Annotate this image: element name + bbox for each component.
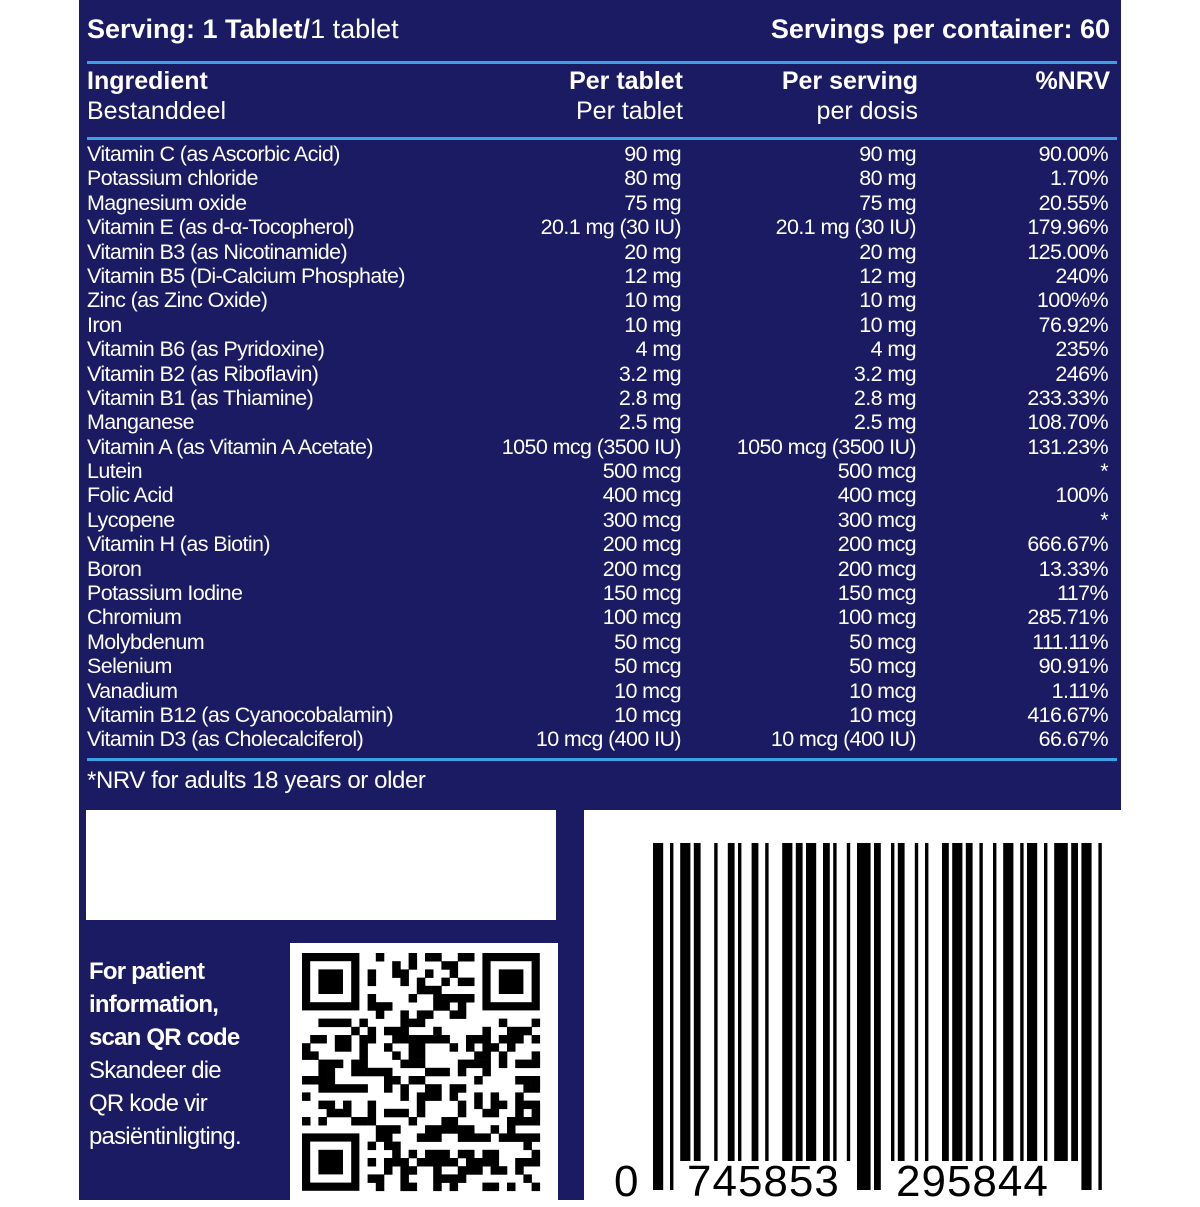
per-tablet-value: 10 mcg (400 IU)	[535, 727, 681, 752]
per-serving-value: 300 mcg	[837, 507, 916, 532]
per-serving-value: 1050 mcg (3500 IU)	[736, 434, 916, 459]
divider-header	[87, 137, 1117, 140]
patient-info-line: Skandeer die	[89, 1057, 221, 1084]
ingredient-name: Iron	[87, 312, 122, 337]
nrv-value: 246%	[1055, 361, 1108, 386]
patient-info-text	[89, 955, 279, 1153]
barcode-bar	[796, 843, 803, 1161]
per-tablet-value: 50 mcg	[614, 629, 681, 654]
ingredient-name: Vitamin B6 (as Pyridoxine)	[87, 337, 325, 362]
ingredient-name: Vitamin D3 (as Cholecalciferol)	[87, 727, 364, 752]
table-row	[87, 142, 1108, 166]
barcode-bar	[1081, 843, 1091, 1190]
ingredient-name: Vitamin B12 (as Cyanocobalamin)	[87, 702, 394, 727]
per-tablet-value: 10 mg	[624, 288, 681, 313]
barcode	[584, 810, 1200, 1206]
nrv-value: 100%	[1055, 483, 1108, 508]
table-row	[87, 508, 1108, 532]
serving-size	[87, 14, 399, 45]
ingredient-name: Boron	[87, 556, 142, 581]
nrv-value: 1.11%	[1051, 678, 1108, 703]
patient-info-section	[79, 810, 584, 1200]
barcode-bar	[782, 843, 792, 1161]
per-serving-value: 10 mg	[859, 312, 916, 337]
ingredient-name: Lutein	[87, 459, 142, 484]
nrv-value: 240%	[1055, 263, 1108, 288]
table-row	[87, 532, 1108, 556]
per-serving-value: 200 mcg	[837, 532, 916, 557]
barcode-bar	[670, 843, 673, 1190]
barcode-group-1: 745853	[687, 1157, 840, 1206]
per-serving-value: 50 mcg	[849, 654, 916, 679]
per-serving-value: 12 mg	[859, 263, 916, 288]
per-serving-value: 3.2 mg	[853, 361, 916, 386]
table-row	[87, 288, 1108, 312]
per-tablet-value: 90 mg	[624, 142, 681, 166]
ingredient-name: Vitamin B1 (as Thiamine)	[87, 385, 314, 410]
nrv-value: 235%	[1055, 337, 1108, 362]
qr-code[interactable]	[290, 943, 558, 1200]
barcode-bars	[584, 810, 1200, 1200]
per-serving-value: 20.1 mg (30 IU)	[775, 215, 916, 240]
per-tablet-value: 400 mcg	[602, 483, 681, 508]
col-nrv-label: %NRV	[1035, 67, 1110, 95]
table-row	[87, 727, 1108, 751]
barcode-bar	[915, 843, 918, 1161]
per-serving-value: 10 mcg	[849, 702, 916, 727]
serving-row	[87, 14, 1110, 54]
barcode-bar	[714, 843, 717, 1161]
per-tablet-value: 50 mcg	[614, 654, 681, 679]
ingredient-name: Vitamin H (as Biotin)	[87, 532, 270, 557]
table-row	[87, 459, 1108, 483]
ingredient-name: Manganese	[87, 410, 194, 435]
per-tablet-value: 200 mcg	[602, 556, 681, 581]
table-row	[87, 703, 1108, 727]
nrv-value: 666.67%	[1027, 532, 1108, 557]
col-header-per-serving	[782, 66, 918, 126]
barcode-bar	[847, 843, 850, 1161]
nrv-value: 233.33%	[1027, 385, 1108, 410]
blank-label-area	[86, 810, 556, 920]
per-serving-value: 20 mg	[859, 239, 916, 264]
col-per-tablet-label: Per tablet	[569, 67, 683, 95]
per-serving-value: 100 mcg	[837, 605, 916, 630]
ingredient-name: Vitamin E (as d-α-Tocopherol)	[87, 215, 355, 240]
nrv-footnote: *NRV for adults 18 years or older	[87, 767, 426, 794]
barcode-bar	[806, 843, 816, 1161]
ingredient-table	[87, 142, 1108, 752]
nrv-value: 20.55%	[1038, 190, 1108, 215]
per-tablet-value: 10 mg	[624, 312, 681, 337]
supplement-facts-panel	[79, 0, 1121, 810]
table-row	[87, 337, 1108, 361]
per-serving-value: 2.8 mg	[853, 385, 916, 410]
per-serving-value: 10 mcg	[849, 678, 916, 703]
col-header-nrv	[1035, 66, 1110, 96]
serving-size-light: 1 tablet	[310, 14, 399, 44]
table-row	[87, 557, 1108, 581]
ingredient-name: Vitamin B3 (as Nicotinamide)	[87, 239, 348, 264]
servings-per-container: Servings per container: 60	[770, 14, 1110, 44]
table-row	[87, 386, 1108, 410]
nrv-value: 1.70%	[1050, 166, 1108, 191]
qr-code-graphic	[290, 943, 558, 1200]
barcode-bar	[1020, 843, 1023, 1161]
table-row	[87, 240, 1108, 264]
per-tablet-value: 500 mcg	[602, 459, 681, 484]
per-serving-value: 80 mg	[859, 166, 916, 191]
nrv-value: *	[1100, 459, 1108, 484]
per-tablet-value: 80 mg	[624, 166, 681, 191]
nrv-value: 100%%	[1036, 288, 1108, 313]
divider-top	[87, 61, 1117, 64]
barcode-bar	[857, 843, 871, 1190]
barcode-bar	[1044, 843, 1047, 1161]
ingredient-name: Vitamin B2 (as Riboflavin)	[87, 361, 319, 386]
table-row	[87, 679, 1108, 703]
barcode-bar	[874, 843, 881, 1190]
ingredient-name: Potassium Iodine	[87, 581, 243, 606]
barcode-bar	[952, 843, 962, 1161]
table-row	[87, 215, 1108, 239]
barcode-bar	[728, 843, 735, 1161]
barcode-bar	[752, 843, 759, 1161]
per-tablet-value: 200 mcg	[602, 532, 681, 557]
barcode-bar	[680, 843, 690, 1161]
table-row	[87, 362, 1108, 386]
barcode-bar	[925, 843, 928, 1161]
barcode-group-2: 295844	[896, 1157, 1049, 1206]
per-tablet-value: 100 mcg	[602, 605, 681, 630]
per-tablet-value: 20 mg	[624, 239, 681, 264]
ingredient-name: Lycopene	[87, 507, 175, 532]
nrv-value: *	[1100, 507, 1108, 532]
table-row	[87, 654, 1108, 678]
nrv-value: 66.67%	[1038, 727, 1108, 752]
nrv-value: 90.91%	[1038, 654, 1108, 679]
per-serving-value: 4 mg	[870, 337, 916, 362]
table-row	[87, 191, 1108, 215]
nrv-value: 13.33%	[1038, 556, 1108, 581]
ingredient-name: Vitamin B5 (Di-Calcium Phosphate)	[87, 263, 405, 288]
col-header-per-tablet	[569, 66, 683, 126]
per-tablet-value: 1050 mcg (3500 IU)	[501, 434, 681, 459]
table-row	[87, 410, 1108, 434]
per-serving-value: 150 mcg	[837, 581, 916, 606]
nrv-value: 179.96%	[1027, 215, 1108, 240]
per-serving-value: 50 mcg	[849, 629, 916, 654]
table-row	[87, 630, 1108, 654]
ingredient-name: Folic Acid	[87, 483, 174, 508]
table-row	[87, 313, 1108, 337]
ingredient-name: Zinc (as Zinc Oxide)	[87, 288, 268, 313]
barcode-bar	[993, 843, 996, 1161]
barcode-bar	[833, 843, 836, 1161]
per-tablet-value: 300 mcg	[602, 507, 681, 532]
serving-size-bold: Serving: 1 Tablet/	[87, 14, 311, 44]
per-tablet-value: 2.5 mg	[618, 410, 681, 435]
nrv-value: 76.92%	[1038, 312, 1108, 337]
barcode-bar	[1003, 843, 1013, 1161]
ingredient-name: Vitamin A (as Vitamin A Acetate)	[87, 434, 373, 459]
barcode-bar	[891, 843, 894, 1161]
col-ingredient-sublabel: Bestanddeel	[87, 97, 227, 125]
nrv-value: 131.23%	[1027, 434, 1108, 459]
ingredient-name: Molybdenum	[87, 629, 205, 654]
barcode-bar	[1027, 843, 1037, 1161]
per-serving-value: 200 mcg	[837, 556, 916, 581]
nrv-value: 90.00%	[1038, 142, 1108, 166]
ingredient-name: Magnesium oxide	[87, 190, 247, 215]
ingredient-name: Selenium	[87, 654, 172, 679]
patient-info-line: QR kode vir	[89, 1090, 207, 1117]
per-serving-value: 10 mg	[859, 288, 916, 313]
col-ingredient-label: Ingredient	[87, 67, 208, 95]
barcode-bar	[1054, 843, 1068, 1161]
per-tablet-value: 4 mg	[635, 337, 681, 362]
barcode-bar	[823, 843, 830, 1161]
barcode-bar	[898, 843, 905, 1161]
table-row	[87, 166, 1108, 190]
barcode-bar	[1071, 843, 1078, 1161]
barcode-bar	[738, 843, 741, 1161]
patient-info-line: For patient	[89, 958, 205, 985]
barcode-digit-left: 0	[614, 1157, 639, 1206]
col-per-tablet-sublabel: Per tablet	[575, 97, 683, 125]
per-serving-value: 500 mcg	[837, 459, 916, 484]
barcode-bar	[1098, 843, 1101, 1190]
per-serving-value: 75 mg	[859, 190, 916, 215]
per-tablet-value: 3.2 mg	[618, 361, 681, 386]
barcode-bar	[966, 843, 973, 1161]
table-row	[87, 435, 1108, 459]
ingredient-name: Potassium chloride	[87, 166, 258, 191]
per-tablet-value: 10 mcg	[614, 702, 681, 727]
per-serving-value: 400 mcg	[837, 483, 916, 508]
per-tablet-value: 2.8 mg	[618, 385, 681, 410]
nrv-value: 125.00%	[1027, 239, 1108, 264]
table-row	[87, 483, 1108, 507]
table-row	[87, 264, 1108, 288]
barcode-bar	[765, 843, 768, 1161]
ingredient-name: Vanadium	[87, 678, 178, 703]
per-serving-value: 10 mcg (400 IU)	[770, 727, 916, 752]
table-row	[87, 581, 1108, 605]
nrv-value: 416.67%	[1027, 702, 1108, 727]
col-per-serving-label: Per serving	[781, 67, 918, 95]
ingredient-name: Chromium	[87, 605, 182, 630]
divider-bottom	[87, 758, 1117, 761]
barcode-bar	[653, 843, 663, 1190]
nrv-value: 285.71%	[1027, 605, 1108, 630]
per-tablet-value: 75 mg	[624, 190, 681, 215]
col-header-ingredient	[87, 66, 226, 126]
per-serving-value: 90 mg	[859, 142, 916, 166]
per-serving-value: 2.5 mg	[853, 410, 916, 435]
patient-info-line: pasiëntinligting.	[89, 1123, 241, 1150]
barcode-bar	[694, 843, 701, 1161]
patient-info-line: scan QR code	[89, 1024, 240, 1051]
per-tablet-value: 20.1 mg (30 IU)	[540, 215, 681, 240]
patient-info-line: information,	[89, 991, 219, 1018]
per-tablet-value: 150 mcg	[602, 581, 681, 606]
barcode-bar	[942, 843, 949, 1161]
nrv-value: 108.70%	[1027, 410, 1108, 435]
per-tablet-value: 12 mg	[624, 263, 681, 288]
per-tablet-value: 10 mcg	[614, 678, 681, 703]
col-per-serving-sublabel: per dosis	[816, 97, 918, 125]
ingredient-name: Vitamin C (as Ascorbic Acid)	[87, 142, 340, 166]
nrv-value: 111.11%	[1032, 629, 1108, 654]
barcode-bar	[979, 843, 982, 1161]
nrv-value: 117%	[1057, 581, 1108, 606]
table-row	[87, 605, 1108, 629]
